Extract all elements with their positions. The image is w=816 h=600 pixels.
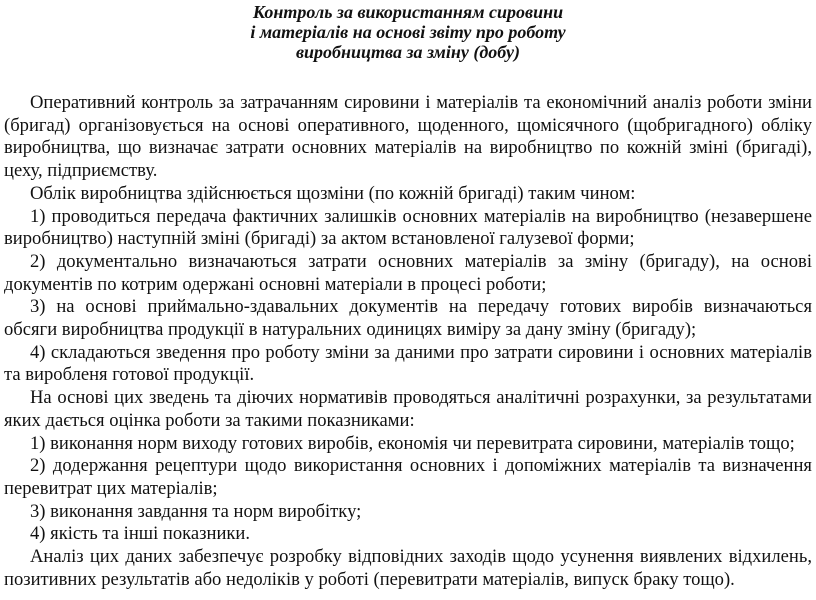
indicator-item-3: 3) виконання завдання та норм виробітку;	[30, 500, 362, 522]
paragraph-accounting-method: Облік виробництва здійснюється щозміни (по кожній бригаді) таким чином:	[30, 182, 636, 204]
paragraph-intro: Оперативний контроль за затрачанням сировини і матеріалів та економічний аналіз роботи зміни (бригад) організовується на основі оперативного, щоденного, щомісячного (щобригадного) обліку виробництва, що визначає затрати основних матеріалів на виробництво по кожній зміні (бригаді), цеху, підприємству.	[4, 92, 812, 182]
indicator-item-2: 2) додержання рецептури щодо використання основних і допоміжних матеріалів та визначення перевитрат цих матеріалів;	[4, 455, 812, 499]
title-line-1: Контроль за використанням сировини	[252, 2, 564, 22]
paragraph-analysis: На основі цих зведень та діючих нормативів проводяться аналітичні розрахунки, за результатами яких дається оцінка роботи за такими показниками:	[4, 387, 812, 431]
indicator-item-4: 4) якість та інші показники.	[30, 523, 251, 545]
paragraph-conclusion: Аналіз цих даних забезпечує розробку відповідних заходів щодо усунення виявлених відхилень, позитивних результатів або недоліків у роботі (перевитрати матеріалів, випуск браку тощо).	[4, 546, 812, 590]
title-line-2: і матеріалів на основі звіту про роботу	[250, 22, 566, 42]
list-item-4: 4) складаються зведення про роботу зміни за даними про затрати сировини і основних матеріалів та виробленя готової продукції.	[4, 341, 812, 386]
document-title	[4, 2, 812, 62]
indicator-item-1: 1) виконання норм виходу готових виробів, економія чи перевитрата сировини, матеріалів тощо;	[30, 432, 795, 454]
title-line-3: виробництва за зміну (добу)	[295, 42, 521, 62]
list-item-3: 3) на основі приймально-здавальних документів на передачу готових виробів визначаються обсяги виробництва продукції в натуральних одиницях виміру за дану зміну (бригаду);	[4, 296, 812, 341]
list-item-2: 2) документально визначаються затрати основних матеріалів за зміну (бригаду), на основі документів по котрим одержані основні матеріали в процесі роботи;	[4, 250, 812, 295]
list-item-1: 1) проводиться передача фактичних залишків основних матеріалів на виробництво (незавершене виробництво) наступній зміні (бригаді) за актом встановленої галузевої форми;	[4, 205, 812, 250]
document-body	[4, 92, 812, 591]
